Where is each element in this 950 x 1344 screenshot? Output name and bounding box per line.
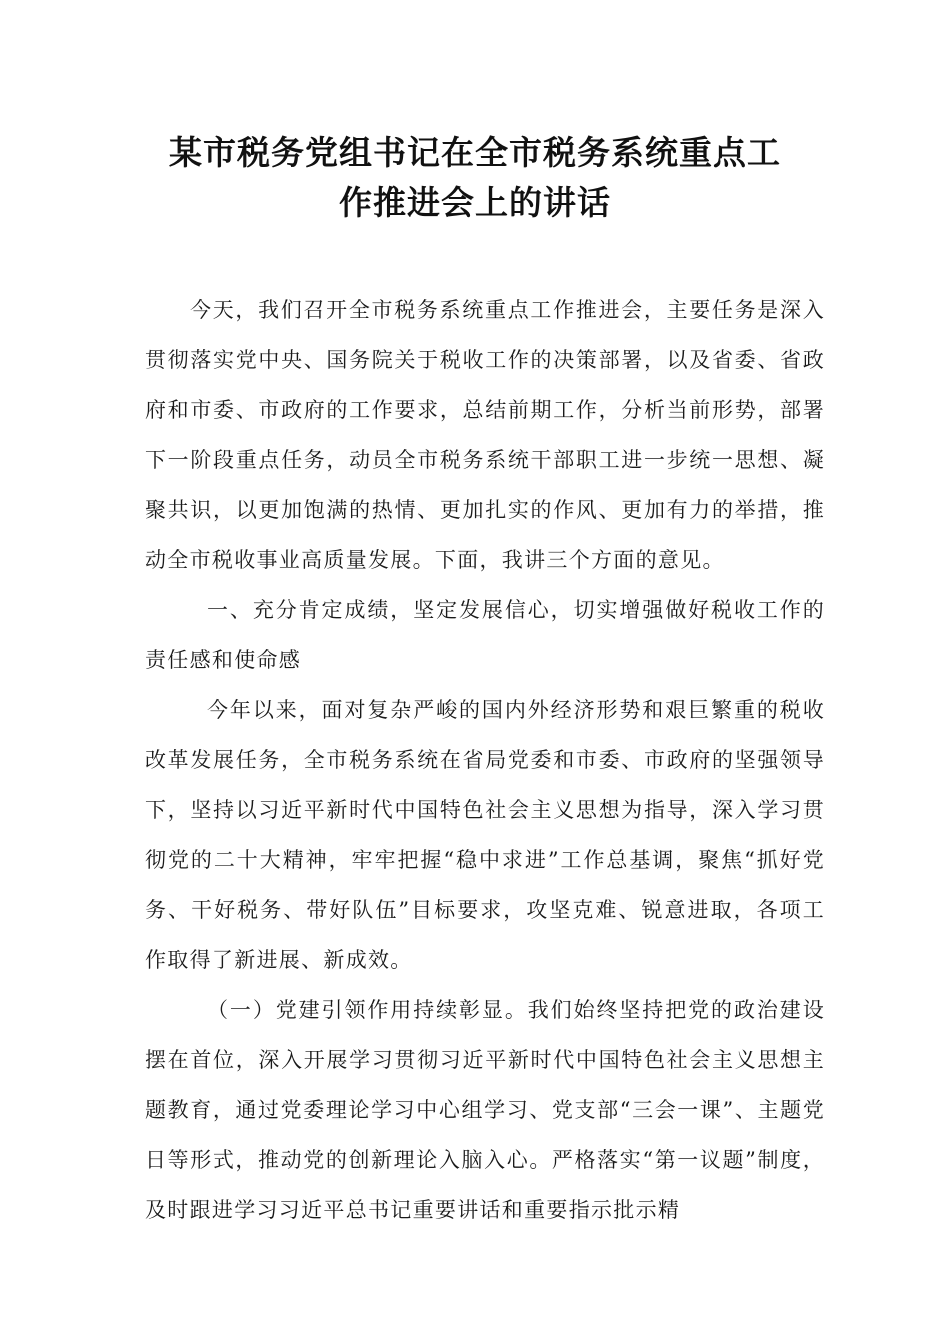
document-body <box>145 285 825 1235</box>
paragraph-achievements: 今年以来，面对复杂严峻的国内外经济形势和艰巨繁重的税收改革发展任务，全市税务系统在省局党委和市委、市政府的坚强领导下，坚持以习近平新时代中国特色社会主义思想为指导，深入学习贯彻党的二十大精神，牢牢把握“稳中求进”工作总基调，聚焦“抓好党务、干好税务、带好队伍”目标要求，攻坚克难、锐意进取，各项工作取得了新进展、新成效。 <box>145 698 825 972</box>
document-title <box>140 128 810 228</box>
paragraph-party-building: （一）党建引领作用持续彰显。我们始终坚持把党的政治建设摆在首位，深入开展学习贯彻习近平新时代中国特色社会主义思想主题教育，通过党委理论学习中心组学习、党支部“三会一课”、主题党日等形式，推动党的创新理论入脑入心。严格落实“第一议题”制度，及时跟进学习习近平总书记重要讲话和重要指示批示精 <box>145 998 825 1222</box>
paragraph-intro: 今天，我们召开全市税务系统重点工作推进会，主要任务是深入贯彻落实党中央、国务院关于税收工作的决策部署，以及省委、省政府和市委、市政府的工作要求，总结前期工作，分析当前形势，部署下一阶段重点任务，动员全市税务系统干部职工进一步统一思想、凝聚共识，以更加饱满的热情、更加扎实的作风、更加有力的举措，推动全市税收事业高质量发展。下面，我讲三个方面的意见。 <box>145 298 825 572</box>
section-heading-1: 一、充分肯定成绩，坚定发展信心，切实增强做好税收工作的责任感和使命感 <box>145 598 825 672</box>
title-line-2: 作推进会上的讲话 <box>339 183 611 222</box>
title-line-1: 某市税务党组书记在全市税务系统重点工 <box>169 133 781 172</box>
